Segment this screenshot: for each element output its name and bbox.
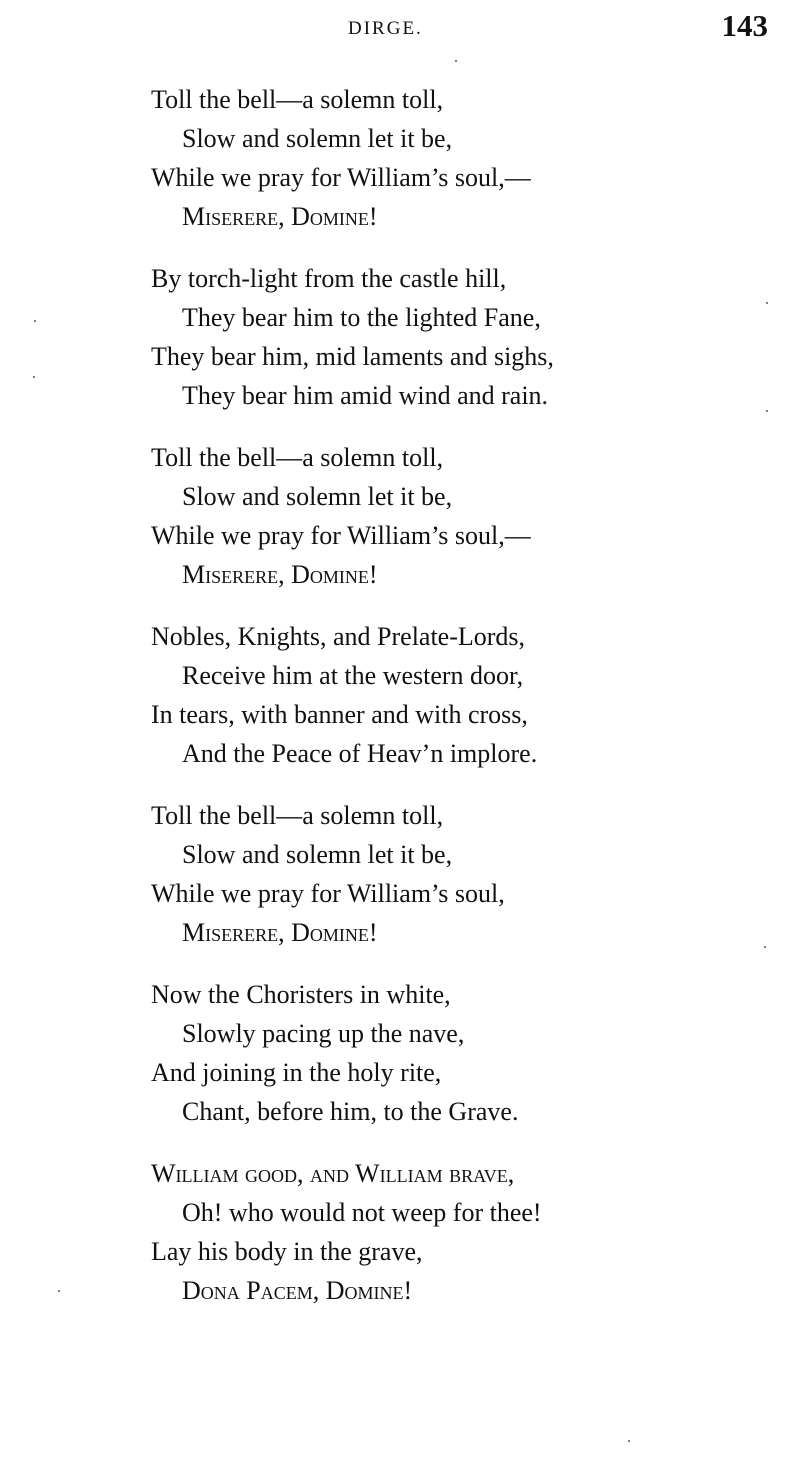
poem-line: While we pray for William’s soul,— (151, 163, 531, 192)
running-head: DIRGE. (348, 18, 423, 39)
poem-line: Toll the bell—a solemn toll, (151, 443, 444, 472)
poem-line: Slow and solemn let it be, (182, 840, 453, 869)
stanza-5 (151, 796, 771, 952)
poem-line: In tears, with banner and with cross, (151, 700, 528, 729)
poem-line: Miserere, Domine! (182, 560, 378, 589)
stanza-3 (151, 438, 771, 594)
poem-body (151, 80, 771, 1333)
stanza-4 (151, 617, 771, 773)
poem-line: They bear him to the lighted Fane, (182, 303, 541, 332)
poem-line: While we pray for William’s soul,— (151, 521, 531, 550)
poem-line: Slow and solemn let it be, (182, 482, 453, 511)
poem-line: And joining in the holy rite, (151, 1058, 442, 1087)
stanza-2 (151, 259, 771, 415)
poem-line: Chant, before him, to the Grave. (182, 1097, 519, 1126)
poem-line: And the Peace of Heav’n implore. (182, 739, 538, 768)
poem-line: Slowly pacing up the nave, (182, 1019, 465, 1048)
poem-line: Now the Choristers in white, (151, 980, 451, 1009)
stanza-6 (151, 975, 771, 1131)
poem-line: Receive him at the western door, (182, 661, 524, 690)
poem-line: Dona Pacem, Domine! (182, 1276, 413, 1305)
poem-line: Oh! who would not weep for thee! (182, 1198, 542, 1227)
poem-line: They bear him, mid laments and sighs, (151, 342, 554, 371)
poem-line: Lay his body in the grave, (151, 1237, 423, 1266)
stanza-7 (151, 1154, 771, 1310)
poem-line: They bear him amid wind and rain. (182, 381, 549, 410)
poem-line: By torch-light from the castle hill, (151, 264, 507, 293)
poem-line: Miserere, Domine! (182, 918, 378, 947)
poem-line: Toll the bell—a solemn toll, (151, 85, 444, 114)
poem-line: William good, and William brave, (151, 1159, 515, 1188)
poem-line: Nobles, Knights, and Prelate-Lords, (151, 622, 526, 651)
poem-line: While we pray for William’s soul, (151, 879, 505, 908)
poem-line: Slow and solemn let it be, (182, 124, 453, 153)
poem-line: Miserere, Domine! (182, 202, 378, 231)
stanza-1 (151, 80, 771, 236)
page-number: 143 (721, 8, 768, 43)
poem-line: Toll the bell—a solemn toll, (151, 801, 444, 830)
